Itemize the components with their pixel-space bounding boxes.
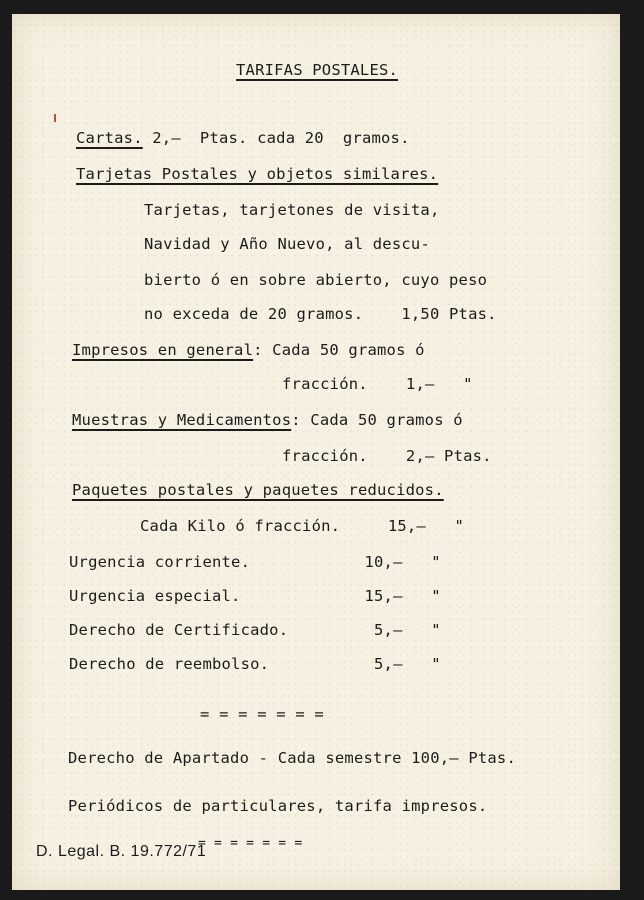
tarjetas-line-3: bierto ó en sobre abierto, cuyo peso xyxy=(144,271,488,289)
periodicos-note: Periódicos de particulares, tarifa impresos. xyxy=(68,797,488,815)
muestras-text: : Cada 50 gramos ó xyxy=(291,411,463,429)
cartas-rate xyxy=(76,128,410,148)
paquetes-row-2: Urgencia corriente. 10,— " xyxy=(69,553,441,571)
legal-deposit: D. Legal. B. 19.772/71 xyxy=(36,843,207,860)
cartas-label: Cartas. xyxy=(76,129,143,147)
muestras-line-2: fracción. 2,— Ptas. xyxy=(282,447,492,465)
paquetes-row-5: Derecho de reembolso. 5,— " xyxy=(69,655,441,673)
ink-mark xyxy=(54,114,56,122)
postal-rates-card xyxy=(12,14,620,890)
impresos-line-2: fracción. 1,— " xyxy=(282,375,473,393)
tarjetas-line-4: no exceda de 20 gramos. 1,50 Ptas. xyxy=(144,305,497,323)
tarjetas-heading: Tarjetas Postales y objetos similares. xyxy=(76,165,439,183)
separator-bottom: = = = = = = = xyxy=(198,836,303,851)
paquetes-heading: Paquetes postales y paquetes reducidos. xyxy=(72,481,444,499)
muestras-rate xyxy=(72,410,463,430)
paquetes-row-4: Derecho de Certificado. 5,— " xyxy=(69,621,441,639)
impresos-text: : Cada 50 gramos ó xyxy=(253,341,425,359)
apartado-rate: Derecho de Apartado - Cada semestre 100,— Ptas. xyxy=(68,749,516,767)
impresos-label: Impresos en general xyxy=(72,341,254,359)
paquetes-row-3: Urgencia especial. 15,— " xyxy=(69,587,441,605)
cartas-text: 2,— Ptas. cada 20 gramos. xyxy=(142,129,410,147)
separator: = = = = = = = xyxy=(200,705,324,723)
impresos-rate xyxy=(72,340,425,360)
tarjetas-line-1: Tarjetas, tarjetones de visita, xyxy=(144,201,440,219)
paquetes-row-1: Cada Kilo ó fracción. 15,— " xyxy=(140,517,465,535)
page-title: TARIFAS POSTALES. xyxy=(236,61,399,79)
tarjetas-line-2: Navidad y Año Nuevo, al descu- xyxy=(144,235,430,253)
muestras-label: Muestras y Medicamentos xyxy=(72,411,292,429)
